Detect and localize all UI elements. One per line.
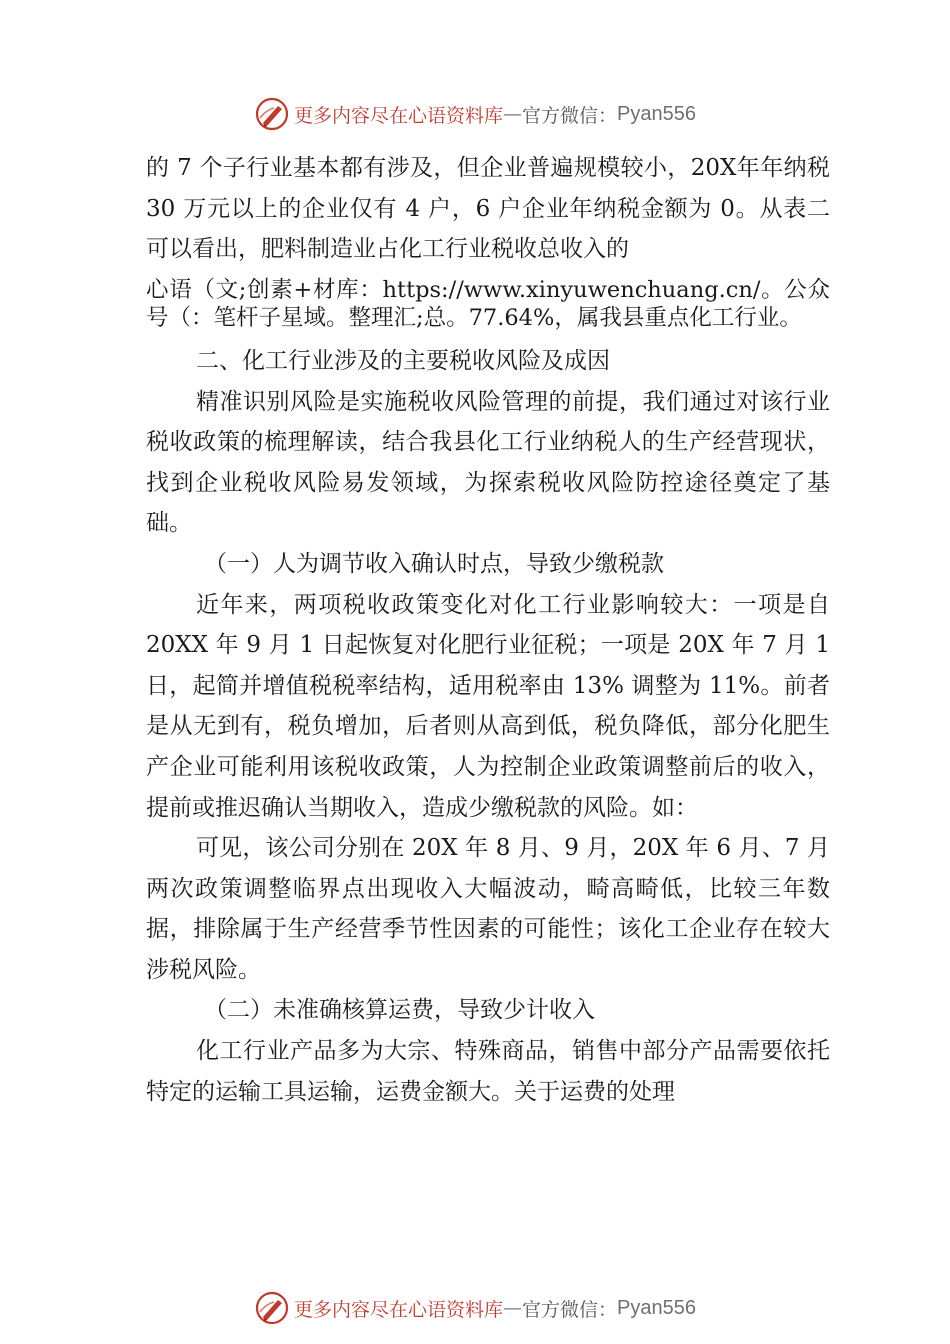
paragraph-6: 可见，该公司分别在 20X 年 8 月、9 月，20X 年 6 月、7 月两次政策调整临界点出现收入大幅波动，畸高畸低，比较三年数据，排除属于生产经营季节性因素的可能性；该化工企业存在较大涉税风险。 — [146, 835, 830, 983]
banner-wechat-label: 官方微信： — [522, 1298, 618, 1321]
subheading-1: （一）人为调节收入确认时点，导致少缴税款 — [204, 550, 664, 577]
header-banner — [0, 94, 950, 134]
paragraph-5: 近年来，两项税收政策变化对化工行业影响较大：一项是自 20XX 年 9 月 1 日起恢复对化肥行业征税；一项是 20X 年 7 月 1 日，起简并增值税税率结构，适用税率由 13% 调整为 11%。前者是从无到有，税负增加，后者则从高到低，税负降低，部分化肥生产企业可能利用该税收政策，人为控制企业政策调整前后的收入，提前或推迟确认当期收入，造成少缴税款的风险。如： — [146, 591, 830, 821]
footer-banner — [0, 1288, 950, 1328]
banner-title: 更多内容尽在心语资料库 — [294, 1298, 504, 1321]
banner-wechat-id: Pyan556 — [617, 1296, 696, 1319]
banner-title: 更多内容尽在心语资料库 — [294, 104, 504, 127]
subheading-2: （二）未准确核算运费，导致少计收入 — [204, 997, 595, 1024]
banner-wechat-id: Pyan556 — [617, 102, 696, 125]
paragraph-source-note: 心语（文;创素+材库：https://www.xinyuwenchuang.cn/。公众号（：笔杆子星域。整理汇;总。77.64%，属我县重点化工行业。 — [146, 276, 830, 332]
banner-separator: — — [503, 103, 523, 125]
paragraph-8: 化工行业产品多为大宗、特殊商品，销售中部分产品需要依托特定的运输工具运输，运费金额大。关于运费的处理 — [146, 1038, 830, 1105]
document-body — [146, 148, 830, 1112]
paragraph-3: 精准识别风险是实施税收风险管理的前提，我们通过对该行业税收政策的梳理解读，结合我县化工行业纳税人的生产经营现状，找到企业税收风险易发领域，为探索税收风险防控途径奠定了基础。 — [146, 388, 830, 537]
banner-separator: — — [503, 1297, 523, 1319]
section-heading-2: 二、化工行业涉及的主要税收风险及成因 — [196, 347, 610, 374]
paragraph-1: 的 7 个子行业基本都有涉及，但企业普遍规模较小，20X年年纳税 30 万元以上的企业仅有 4 户，6 户企业年纳税金额为 0。从表二可以看出，肥料制造业占化工行业税收总收入的 — [146, 155, 830, 263]
pen-logo-icon — [254, 1290, 290, 1326]
pen-logo-icon — [254, 96, 290, 132]
banner-wechat-label: 官方微信： — [522, 104, 618, 127]
